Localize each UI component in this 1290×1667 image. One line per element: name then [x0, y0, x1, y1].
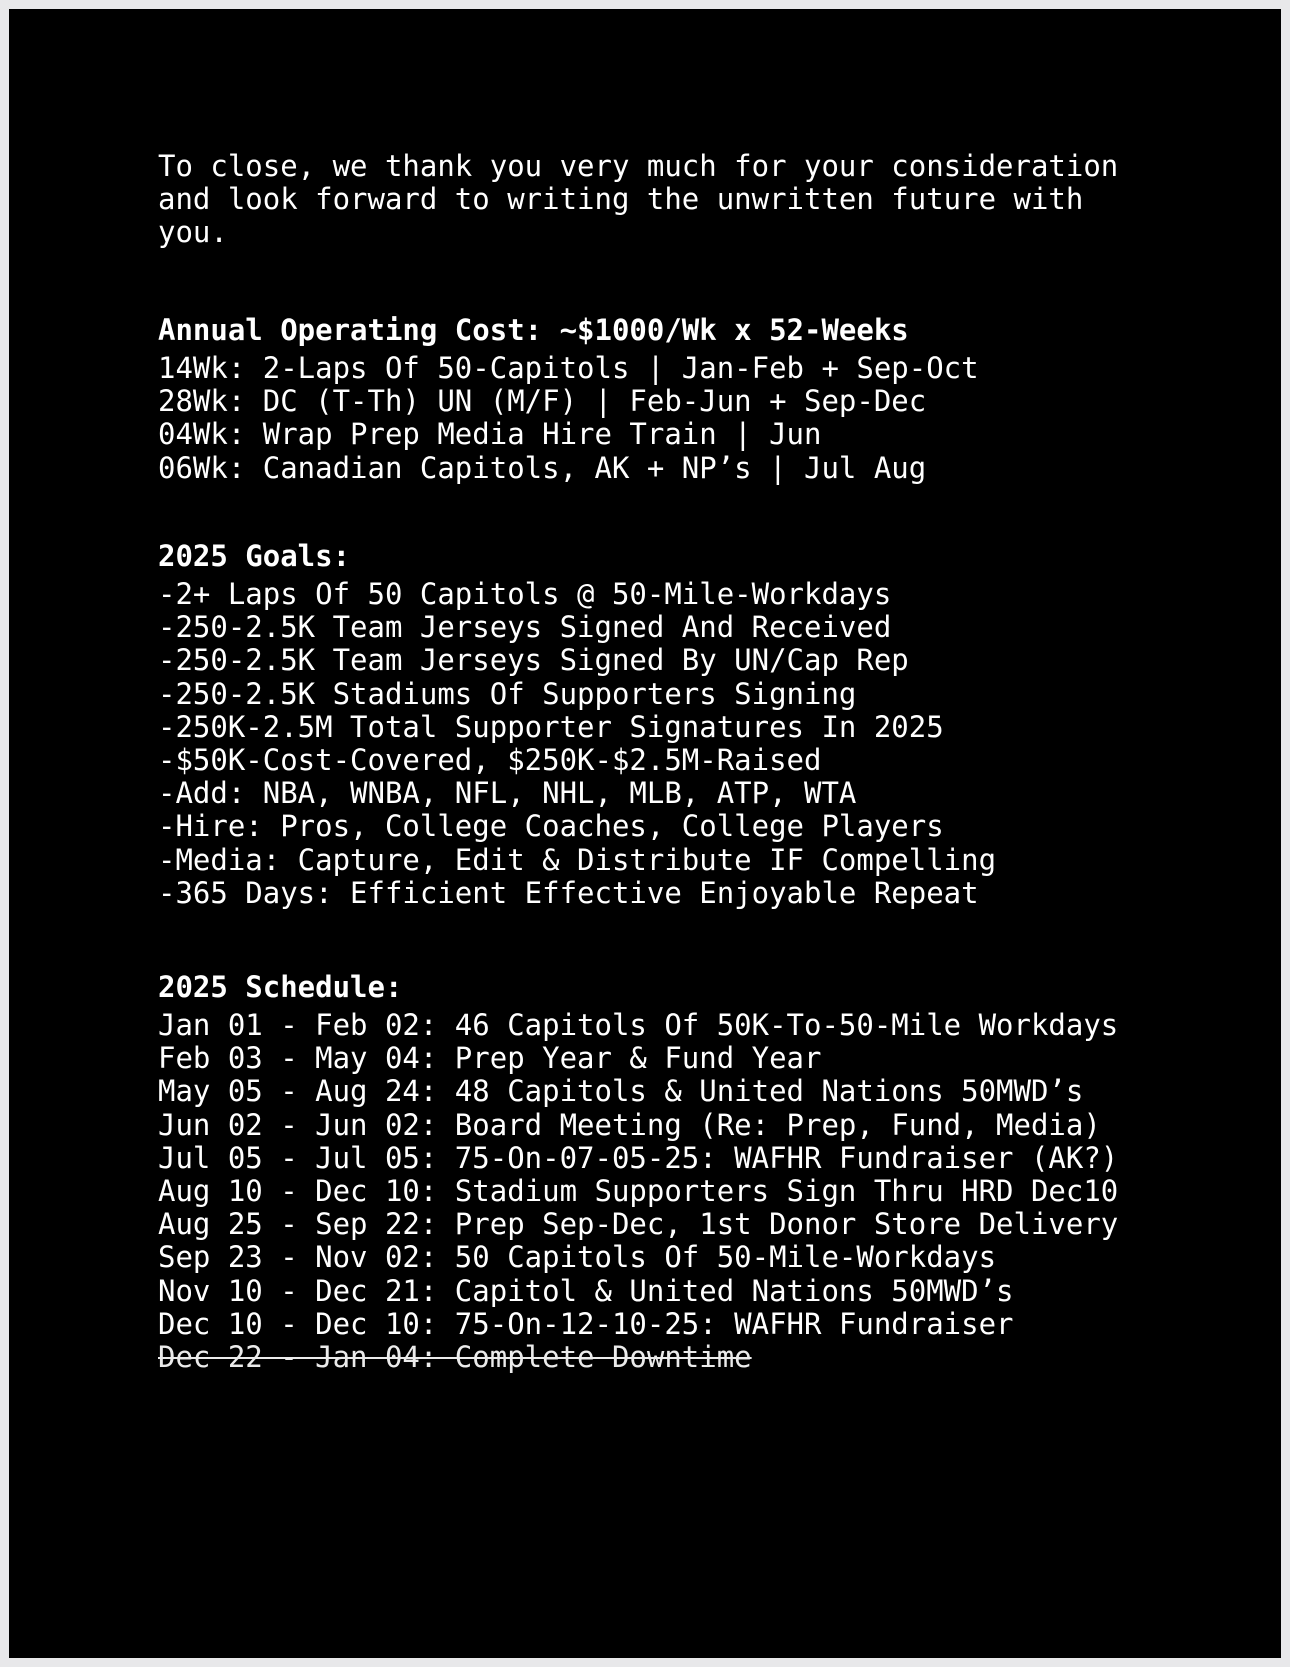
schedule-item: Jul 05 - Jul 05: 75-On-07-05-25: WAFHR Fundraiser (AK?): [158, 1140, 1119, 1175]
schedule-item: Jun 02 - Jun 02: Board Meeting (Re: Prep, Fund, Media): [158, 1107, 1101, 1142]
operating-cost-line: 14Wk: 2-Laps Of 50-Capitols | Jan-Feb + Sep-Oct: [158, 351, 979, 385]
schedule-item: Sep 23 - Nov 02: 50 Capitols Of 50-Mile-Workdays: [158, 1240, 997, 1275]
schedule-heading: 2025 Schedule:: [158, 970, 403, 1004]
goals-section: [158, 540, 1268, 910]
operating-cost-line: 06Wk: Canadian Capitols, AK + NP’s | Jul Aug: [158, 450, 927, 485]
operating-cost-section: [158, 314, 1268, 485]
goal-item: -Add: NBA, WNBA, NFL, NHL, MLB, ATP, WTA: [158, 776, 857, 811]
schedule-item: Jan 01 - Feb 02: 46 Capitols Of 50K-To-50-Mile Workdays: [158, 1008, 1119, 1042]
schedule-item: Dec 22 - Jan 04: Complete Downtime: [158, 1339, 752, 1374]
operating-cost-list: [158, 352, 1268, 485]
goal-item: -Hire: Pros, College Coaches, College Players: [158, 809, 944, 844]
schedule-section: [158, 971, 1268, 1374]
operating-cost-line: 28Wk: DC (T-Th) UN (M/F) | Feb-Jun + Sep-Dec: [158, 384, 927, 419]
goals-list: [158, 578, 1268, 910]
goal-item: -365 Days: Efficient Effective Enjoyable Repeat: [158, 875, 979, 910]
operating-cost-heading: Annual Operating Cost: ~$1000/Wk x 52-Weeks: [158, 313, 909, 347]
goal-item: -$50K-Cost-Covered, $250K-$2.5M-Raised: [158, 742, 822, 777]
schedule-item: Aug 10 - Dec 10: Stadium Supporters Sign Thru HRD Dec10: [158, 1173, 1119, 1208]
goal-item: -Media: Capture, Edit & Distribute IF Compelling: [158, 842, 997, 877]
goal-item: -250K-2.5M Total Supporter Signatures In 2025: [158, 709, 944, 744]
document-page: [9, 9, 1281, 1658]
closing-line: To close, we thank you very much for your consideration: [158, 149, 1119, 183]
goal-item: -2+ Laps Of 50 Capitols @ 50-Mile-Workdays: [158, 577, 892, 611]
schedule-item: May 05 - Aug 24: 48 Capitols & United Nations 50MWD’s: [158, 1074, 1084, 1109]
closing-line: and look forward to writing the unwritten future with: [158, 182, 1084, 216]
goal-item: -250-2.5K Team Jerseys Signed By UN/Cap Rep: [158, 643, 909, 678]
goals-heading: 2025 Goals:: [158, 539, 351, 573]
schedule-item: Nov 10 - Dec 21: Capitol & United Nations 50MWD’s: [158, 1273, 1014, 1308]
schedule-item: Aug 25 - Sep 22: Prep Sep-Dec, 1st Donor Store Delivery: [158, 1207, 1119, 1242]
goal-item: -250-2.5K Stadiums Of Supporters Signing: [158, 676, 857, 711]
closing-paragraph: [158, 150, 1268, 249]
schedule-list: [158, 1009, 1268, 1374]
closing-line: you.: [158, 215, 228, 249]
operating-cost-line: 04Wk: Wrap Prep Media Hire Train | Jun: [158, 417, 822, 452]
goal-item: -250-2.5K Team Jerseys Signed And Received: [158, 610, 892, 645]
schedule-item: Dec 10 - Dec 10: 75-On-12-10-25: WAFHR Fundraiser: [158, 1306, 1014, 1341]
schedule-item: Feb 03 - May 04: Prep Year & Fund Year: [158, 1041, 822, 1076]
